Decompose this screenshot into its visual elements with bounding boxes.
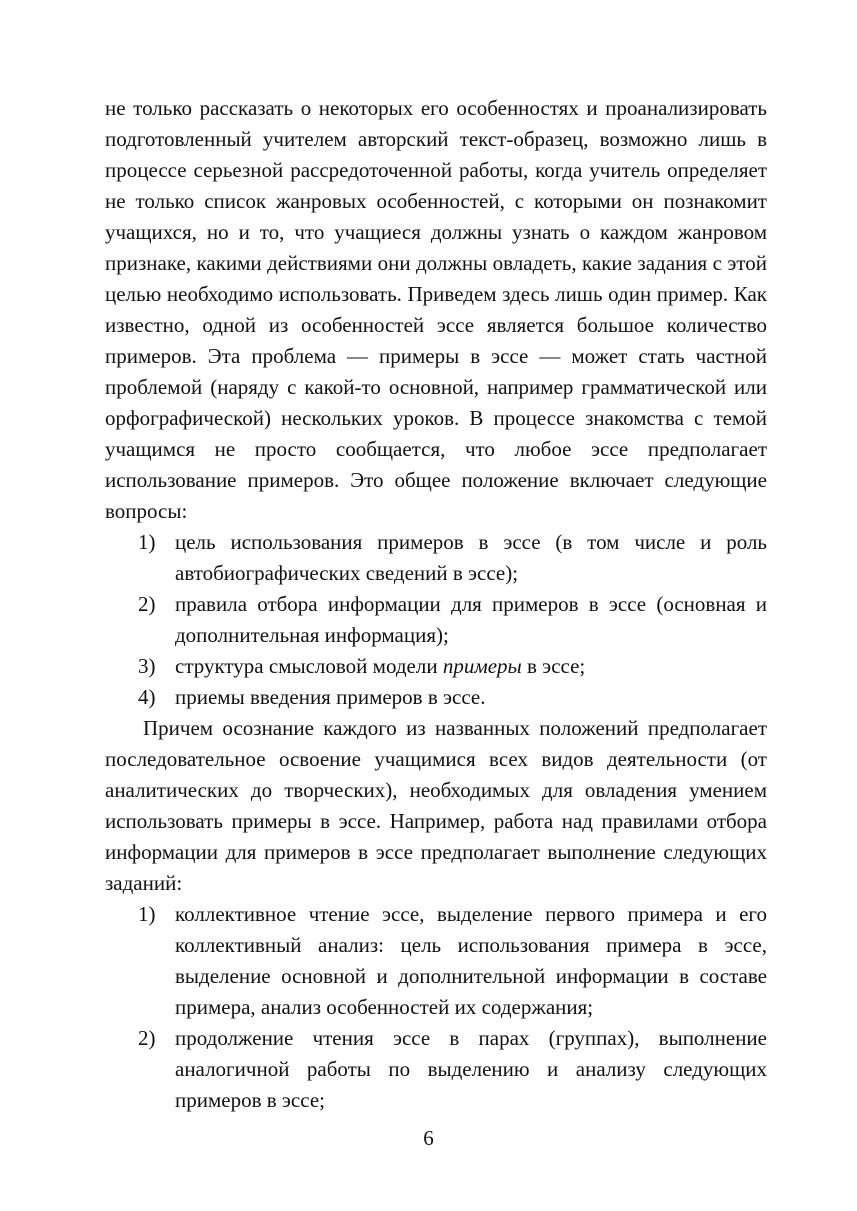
list-item-text: приемы введения примеров в эссе.	[175, 685, 486, 709]
paragraph-2: Причем осознание каждого из названных положений предполагает последовательное освоение учащимися всех видов деятельности (от аналитических до творческих), необходимых для овладения умением использовать примеры в эссе. Например, работа над правилами отбора информации для примеров в эссе предполагает выполнение следующих заданий:	[105, 716, 767, 895]
list-item-number: 1)	[138, 902, 156, 926]
page-number: 6	[423, 1126, 434, 1150]
list-item	[105, 899, 767, 1023]
list-item	[105, 527, 767, 589]
list-item-number: 2)	[138, 592, 156, 616]
list-questions	[105, 527, 767, 713]
paragraph-1: не только рассказать о некоторых его особенностях и проанализировать подготовленный учителем авторский текст-образец, возможно лишь в процессе серьезной рассредоточенной работы, когда учитель определяет не только список жанровых особенностей, с которыми он познакомит учащихся, но и то, что учащиеся должны узнать о каждом жанровом признаке, какими действиями они должны овладеть, какие задания с этой целью необходимо использовать. Приведем здесь лишь один пример. Как известно, одной из особенностей эссе является большое количество примеров. Эта проблема — примеры в эссе — может стать частной проблемой (наряду с какой-то основной, например грамматической или орфографической) нескольких уроков. В процессе знакомства с темой учащимся не просто сообщается, что любое эссе предполагает использование примеров. Это общее положение включает следующие вопросы:	[105, 96, 767, 523]
list-item	[105, 682, 767, 713]
list-item-text: правила отбора информации для примеров в эссе (основная и дополнительная информация);	[175, 592, 767, 647]
page-body	[105, 93, 767, 1116]
list-item-text: коллективное чтение эссе, выделение первого примера и его коллективный анализ: цель использования примера в эссе, выделение основной и дополнительной информации в составе примера, анализ особенностей их содержания;	[175, 902, 767, 1019]
list-item-number: 4)	[138, 685, 156, 709]
list-item-number: 1)	[138, 530, 156, 554]
list-item-text: цель использования примеров в эссе (в том числе и роль автобиографических сведений в эссе);	[175, 530, 767, 585]
list-tasks	[105, 899, 767, 1116]
list-item-text-before: структура смысловой модели	[175, 654, 443, 678]
list-item-italic-term: примеры	[442, 654, 522, 678]
list-item-number: 3)	[138, 654, 156, 678]
list-item-text-after: в эссе;	[521, 654, 586, 678]
list-item	[105, 651, 767, 682]
list-item-text: продолжение чтения эссе в парах (группах), выполнение аналогичной работы по выделению и анализу следующих примеров в эссе;	[175, 1026, 767, 1112]
list-item	[105, 1023, 767, 1116]
list-item-number: 2)	[138, 1026, 156, 1050]
list-item	[105, 589, 767, 651]
